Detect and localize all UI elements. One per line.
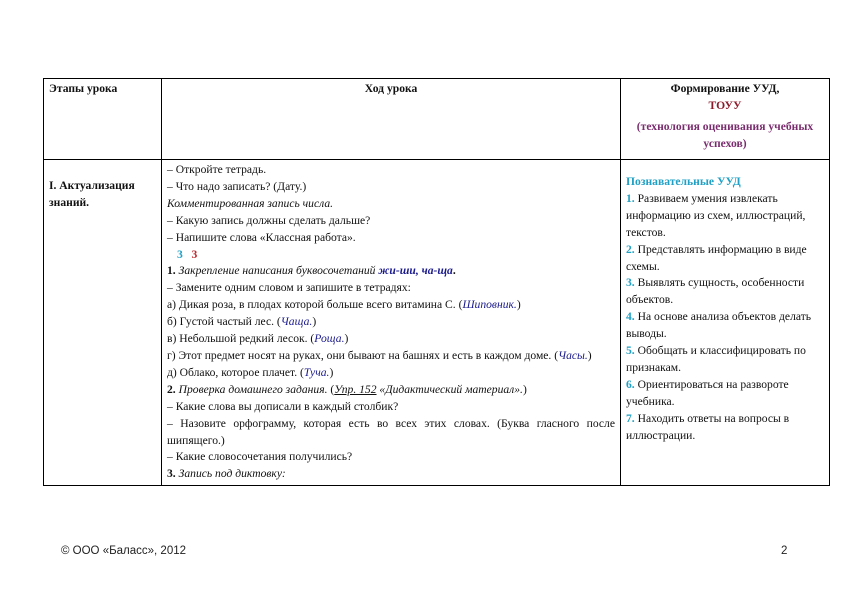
uud-cell xyxy=(621,160,830,486)
dictation-marks xyxy=(167,247,615,264)
page-number: 2 xyxy=(781,545,788,557)
task-highlight: жи-ши, ча-ща xyxy=(378,264,453,278)
riddle-d xyxy=(167,348,615,365)
lesson-table xyxy=(43,78,830,486)
uud-item xyxy=(626,377,824,411)
uud-item xyxy=(626,191,824,242)
riddle-answer: Шиповник. xyxy=(462,298,517,312)
uud-item-number: 2. xyxy=(626,242,635,256)
uud-item-text: Выявлять сущность, особенности объектов. xyxy=(626,276,805,307)
uud-item xyxy=(626,242,824,276)
riddle-text: а) Дикая роза, в плодах которой больше всего витамина С. ( xyxy=(167,298,463,312)
content-line: – Напишите слова «Классная работа». xyxy=(167,230,356,244)
riddle-c xyxy=(167,331,615,348)
content-line: – Какие словосочетания получились? xyxy=(167,450,353,464)
content-line: – Что надо записать? (Дату.) xyxy=(167,179,307,193)
content-line: Комментированная запись числа. xyxy=(167,196,334,210)
task-end: . xyxy=(452,264,456,278)
book-ref: «Дидактический материал». xyxy=(376,382,523,396)
uud-item-text: Развиваем умения извлекать информацию из схем, иллюстраций, текстов. xyxy=(626,191,806,239)
uud-item xyxy=(626,309,824,343)
task-text: Проверка домашнего задания. xyxy=(178,382,328,396)
uud-item-number: 5. xyxy=(626,344,635,358)
mark-red: 3 xyxy=(191,247,198,261)
task-number: 3. xyxy=(167,467,176,481)
uud-item-text: На основе анализа объектов делать выводы. xyxy=(626,310,812,341)
header-touu: ТОУУ xyxy=(708,98,742,112)
stage-cell: I. Актуализация знаний. xyxy=(44,160,162,486)
task-1 xyxy=(167,263,615,280)
mark-cyan: 3 xyxy=(177,247,183,261)
footer-copyright: © ООО «Баласс», 2012 xyxy=(61,545,187,557)
uud-item-text: Ориентироваться на развороте учебника. xyxy=(626,377,789,408)
content-line: – Какую запись должны сделать дальше? xyxy=(167,213,371,227)
content-line: – Назовите орфограмму, которая есть во всех этих словах. (Буква гласного после шипящего.) xyxy=(167,416,615,447)
content-line: – Замените одним словом и запишите в тетрадях: xyxy=(167,281,411,295)
riddle-answer: Часы. xyxy=(558,348,588,362)
task-open: ( xyxy=(327,382,335,396)
uud-title: Познавательные УУД xyxy=(626,175,741,188)
riddle-answer: Роща. xyxy=(314,332,345,346)
task-3 xyxy=(167,466,615,483)
uud-item-number: 6. xyxy=(626,377,635,391)
header-stages: Этапы урока xyxy=(44,79,162,160)
task-text: Закрепление написания буквосочетаний xyxy=(178,264,376,278)
header-course: Ход урока xyxy=(162,79,621,160)
riddle-close: ) xyxy=(329,365,334,379)
task-close: ) xyxy=(522,382,527,396)
uud-item-number: 1. xyxy=(626,191,635,205)
riddle-answer: Чаща. xyxy=(280,315,313,329)
header-touu-full: (технология оценивания учебных успехов) xyxy=(636,119,814,150)
riddle-text: д) Облако, которое плачет. ( xyxy=(167,365,304,379)
uud-item xyxy=(626,411,824,445)
content-line: – Какие слова вы дописали в каждый столбик? xyxy=(167,399,399,413)
uud-list xyxy=(626,191,824,445)
header-uud-title: Формирование УУД, xyxy=(670,82,780,95)
table-row xyxy=(44,160,830,486)
riddle-close: ) xyxy=(516,298,521,312)
task-number: 1. xyxy=(167,264,176,278)
uud-item-number: 7. xyxy=(626,411,635,425)
content-cell xyxy=(162,160,621,486)
uud-item xyxy=(626,275,824,309)
riddle-e xyxy=(167,365,615,382)
riddle-a xyxy=(167,297,615,314)
exercise-ref: Упр. 152 xyxy=(334,382,377,396)
table-header-row xyxy=(44,79,830,160)
riddle-close: ) xyxy=(344,332,349,346)
task-text: Запись под диктовку: xyxy=(178,467,286,481)
uud-item-text: Представлять информацию в виде схемы. xyxy=(626,242,807,273)
riddle-answer: Туча. xyxy=(303,365,330,379)
uud-item-number: 3. xyxy=(626,276,635,290)
uud-item-text: Обобщать и классифицировать по признакам. xyxy=(626,344,806,374)
task-2 xyxy=(167,382,615,399)
riddle-text: в) Небольшой редкий лесок. ( xyxy=(167,332,315,346)
riddle-text: б) Густой частый лес. ( xyxy=(167,315,281,329)
riddle-close: ) xyxy=(312,315,317,329)
uud-item-number: 4. xyxy=(626,310,635,324)
content-line: – Откройте тетрадь. xyxy=(167,163,267,176)
header-uud xyxy=(621,79,830,160)
uud-item xyxy=(626,343,824,377)
riddle-b xyxy=(167,314,615,331)
riddle-close: ) xyxy=(587,348,592,362)
riddle-text: г) Этот предмет носят на руках, они бывают на башнях и есть в каждом доме. ( xyxy=(167,348,559,362)
task-number: 2. xyxy=(167,382,176,396)
uud-item-text: Находить ответы на вопросы в иллюстрации. xyxy=(626,411,790,442)
